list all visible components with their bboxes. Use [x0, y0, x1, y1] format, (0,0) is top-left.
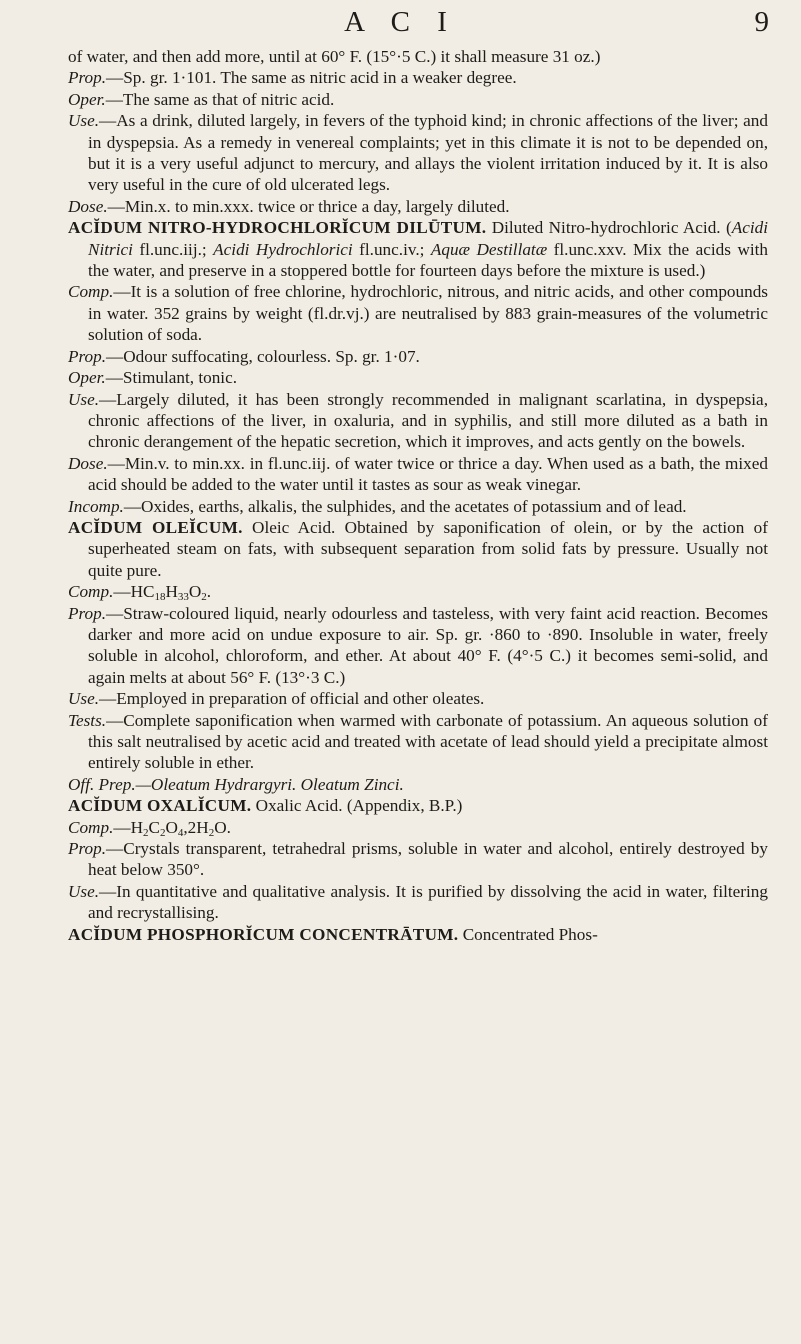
section-label: Comp. — [68, 282, 114, 302]
section-label: Use. — [68, 111, 100, 131]
oper-paragraph: Oper.—Stimulant, tonic. — [68, 368, 238, 388]
section-label: Incomp. — [68, 496, 124, 516]
section-label: Tests. — [68, 710, 107, 730]
running-head: A C I — [344, 6, 457, 38]
section-label: Use. — [68, 689, 100, 709]
section-label: Prop. — [68, 68, 107, 88]
use-paragraph: Use.—Largely diluted, it has been strongly recommended in malignant scarlatina, in dyspepsia, chronic affections of the liver, in oxaluria, and in syphilis, and still more diluted as a bath in chronic derangement of the hepatic secretion, which it improves, and acts gently on the bowels. — [68, 389, 768, 452]
section-label: Prop. — [68, 346, 107, 366]
paragraph-continuation: of water, and then add more, until at 60° F. (15°·5 C.) it shall measure 31 oz.) — [68, 47, 601, 66]
section-label: Comp. — [68, 582, 114, 602]
entry-headword: ACĬDUM NITRO-HYDROCHLORĬCUM DILŪTUM. — [68, 218, 487, 238]
tests-paragraph: Tests.—Complete saponification when warmed with carbonate of potassium. An aqueous solution of this salt neutralised by acetic acid and treated with acetate of lead should yield a precipitate almost entirely soluble in ether. — [68, 710, 768, 773]
dose-paragraph: Dose.—Min.v. to min.xx. in fl.unc.iij. of water twice or thrice a day. When used as a bath, the mixed acid should be added to the water until it tastes as sour as weak vinegar. — [68, 453, 768, 495]
page-body — [68, 46, 768, 945]
comp-paragraph: $Comp.—HC_{18}H_{33}O_2$. — [68, 582, 212, 604]
prop-paragraph: Prop.—Sp. gr. 1·101. The same as nitric acid in a weaker degree. — [68, 68, 517, 88]
page-header — [0, 6, 801, 40]
section-label: Comp. — [68, 817, 114, 837]
section-label: Oper. — [68, 89, 106, 109]
entry-nitro-hydrochloric: ACĬDUM NITRO-HYDROCHLORĬCUM DILŪTUM. Diluted Nitro-hydrochloric Acid. (Acidi Nitrici fl.unc.iij.; Acidi Hydrochlorici fl.unc.iv.; Aquæ Destillatæ fl.unc.xxv. Mix the acids with the water, and preserve in a stoppered bottle for fourteen days before the mixture is used.) — [68, 218, 768, 281]
comp-paragraph: Comp.—It is a solution of free chlorine, hydrochloric, nitrous, and nitric acids, and other compounds in water. 352 grains by weight (fl.dr.vj.) are neutralised by 883 grain-measures of the volumetric solution of soda. — [68, 282, 768, 345]
entry-headword: ACĬDUM OLEĬCUM. — [68, 517, 243, 537]
section-label: Dose. — [68, 453, 108, 473]
section-label: Use. — [68, 389, 100, 409]
oper-paragraph: Oper.—The same as that of nitric acid. — [68, 89, 335, 109]
prop-paragraph: Prop.—Straw-coloured liquid, nearly odourless and tasteless, with very faint acid reaction. Becomes darker and more acid on undue exposure to air. Sp. gr. ·860 to ·890. Insoluble in water, freely soluble in alcohol, chloroform, and ether. At about 40° F. (4°·5 C.) it becomes semi-solid, and again melts at about 56° F. (13°·3 C.) — [68, 603, 768, 687]
entry-phosphoric: ACĬDUM PHOSPHORĬCUM CONCENTRĀTUM. Concentrated Phos- — [68, 924, 598, 944]
comp-paragraph: $Comp.—H_2C_2O_4,2H_2O$. — [68, 817, 231, 839]
entry-headword: ACĬDUM OXALĬCUM. — [68, 796, 252, 816]
section-label: Oper. — [68, 368, 106, 388]
section-label: Off. Prep. — [68, 774, 136, 794]
section-label: Use. — [68, 881, 100, 901]
off-prep-paragraph: Off. Prep.—Oleatum Hydrargyri. Oleatum Zinci. — [68, 774, 404, 794]
page-number: 9 — [754, 6, 769, 38]
dose-paragraph: Dose.—Min.x. to min.xxx. twice or thrice a day, largely diluted. — [68, 196, 510, 216]
prop-paragraph: Prop.—Crystals transparent, tetrahedral prisms, soluble in water and alcohol, entirely destroyed by heat below 350°. — [68, 839, 768, 880]
entry-oleic: ACĬDUM OLEĬCUM. Oleic Acid. Obtained by saponification of olein, or by the action of superheated steam on fats, with subsequent separation from solid fats by pressure. Usually not quite pure. — [68, 517, 768, 580]
prop-paragraph: Prop.—Odour suffocating, colourless. Sp. gr. 1·07. — [68, 346, 420, 366]
use-paragraph: Use.—As a drink, diluted largely, in fevers of the typhoid kind; in chronic affections of the liver; and in dyspepsia. As a remedy in venereal complaints; yet in this climate it is not to be depended on, but it is a very useful adjunct to mercury, and allays the violent irritation induced by it. It is also very useful in the cure of old ulcerated legs. — [68, 111, 768, 195]
section-label: Prop. — [68, 839, 107, 859]
use-paragraph: Use.—In quantitative and qualitative analysis. It is purified by dissolving the acid in water, filtering and recrystallising. — [68, 881, 768, 923]
entry-headword: ACĬDUM PHOSPHORĬCUM CONCENTRĀTUM. — [68, 924, 459, 944]
entry-oxalic: ACĬDUM OXALĬCUM. Oxalic Acid. (Appendix, B.P.) — [68, 796, 463, 816]
section-label: Dose. — [68, 196, 108, 216]
incomp-paragraph: Incomp.—Oxides, earths, alkalis, the sulphides, and the acetates of potassium and of lead. — [68, 496, 687, 516]
section-label: Prop. — [68, 603, 107, 623]
use-paragraph: Use.—Employed in preparation of official and other oleates. — [68, 689, 485, 709]
